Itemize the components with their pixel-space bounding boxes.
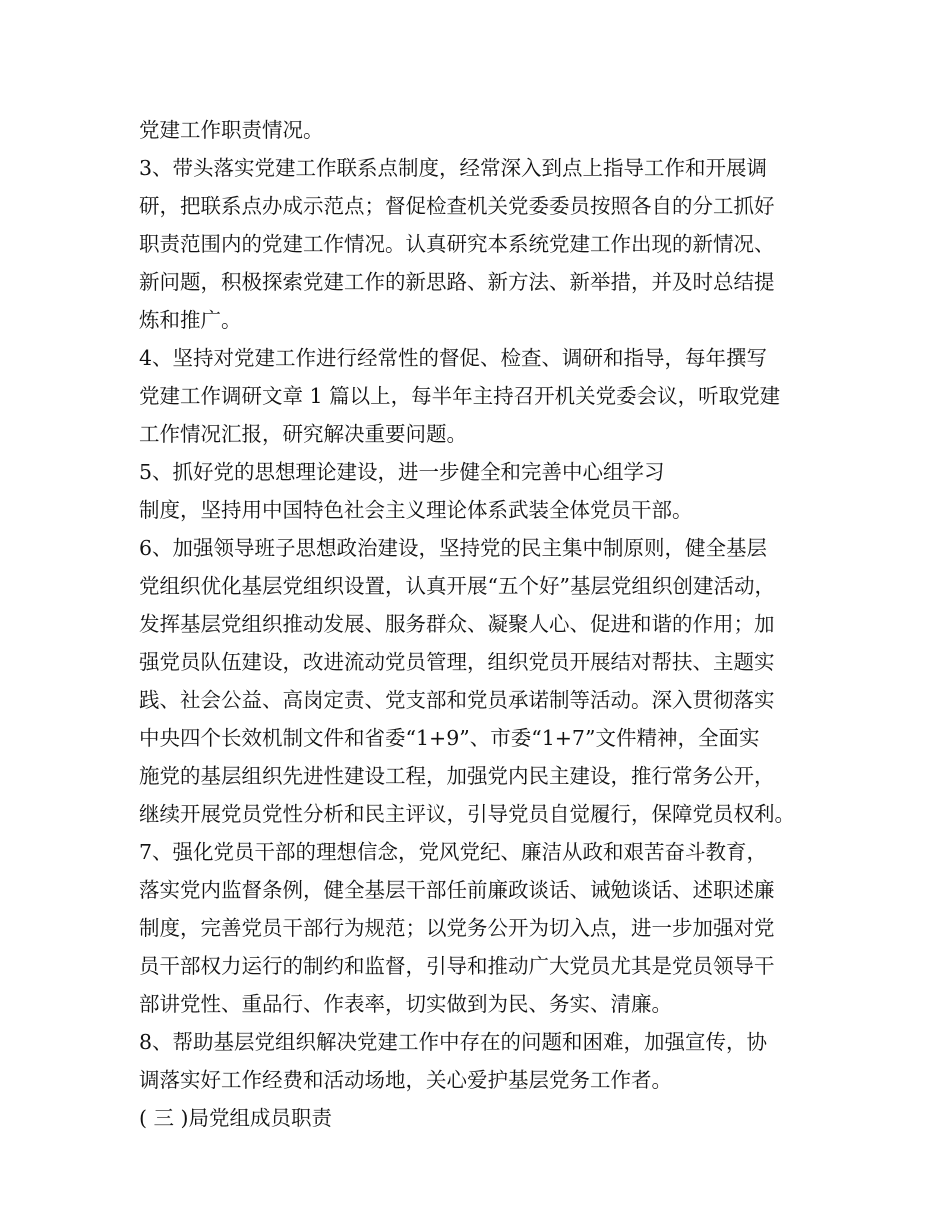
- text-line: 4、坚持对党建工作进行经常性的督促、检查、调研和指导，每年撰写: [139, 346, 768, 370]
- text-line: 3、带头落实党建工作联系点制度，经常深入到点上指导工作和开展调: [139, 156, 768, 180]
- text-line: 7、强化党员干部的理想信念，党风党纪、廉洁从政和艰苦奋斗教育，: [139, 840, 768, 864]
- text-line: 发挥基层党组织推动发展、服务群众、凝聚人心、促进和谐的作用；加: [139, 612, 775, 636]
- text-line: 强党员队伍建设，改进流动党员管理，组织党员开展结对帮扶、主题实: [139, 650, 775, 674]
- text-line: 员干部权力运行的制约和监督，引导和推动广大党员尤其是党员领导干: [139, 954, 775, 978]
- section-heading: ( 三 )局党组成员职责: [139, 1106, 333, 1130]
- text-line: 部讲党性、重品行、作表率，切实做到为民、务实、清廉。: [139, 992, 672, 1016]
- text-line: 5、抓好党的思想理论建设，进一步健全和完善中心组学习: [139, 460, 665, 484]
- text-line: 研，把联系点办成示范点；督促检查机关党委委员按照各自的分工抓好: [139, 194, 775, 218]
- text-line: 6、加强领导班子思想政治建设，坚持党的民主集中制原则，健全基层: [139, 536, 768, 560]
- text-line: 职责范围内的党建工作情况。认真研究本系统党建工作出现的新情况、: [139, 232, 775, 256]
- text-line: 制度，坚持用中国特色社会主义理论体系武装全体党员干部。: [139, 498, 693, 522]
- text-line: 制度，完善党员干部行为规范；以党务公开为切入点，进一步加强对党: [139, 916, 775, 940]
- text-line: 炼和推广。: [139, 308, 242, 332]
- text-line: 中央四个长效机制文件和省委“1+9”、市委“1+7”文件精神，全面实: [139, 726, 760, 750]
- text-line: 8、帮助基层党组织解决党建工作中存在的问题和困难，加强宣传，协: [139, 1030, 768, 1054]
- text-line: 新问题，积极探索党建工作的新思路、新方法、新举措，并及时总结提: [139, 270, 775, 294]
- text-line: 党建工作职责情况。: [139, 118, 324, 142]
- text-line: 党建工作调研文章 1 篇以上，每半年主持召开机关党委会议，听取党建: [139, 384, 781, 408]
- text-line: 党组织优化基层党组织设置，认真开展“五个好”基层党组织创建活动，: [139, 574, 775, 598]
- text-line: 落实党内监督条例，健全基层干部任前廉政谈话、诫勉谈话、述职述廉: [139, 878, 775, 902]
- text-line: 施党的基层组织先进性建设工程，加强党内民主建设，推行常务公开，: [139, 764, 775, 788]
- text-line: 继续开展党员党性分析和民主评议，引导党员自觉履行，保障党员权利。: [139, 802, 795, 826]
- text-line: 调落实好工作经费和活动场地，关心爱护基层党务工作者。: [139, 1068, 672, 1092]
- text-line: 工作情况汇报，研究解决重要问题。: [139, 422, 467, 446]
- text-line: 践、社会公益、高岗定责、党支部和党员承诺制等活动。深入贯彻落实: [139, 688, 775, 712]
